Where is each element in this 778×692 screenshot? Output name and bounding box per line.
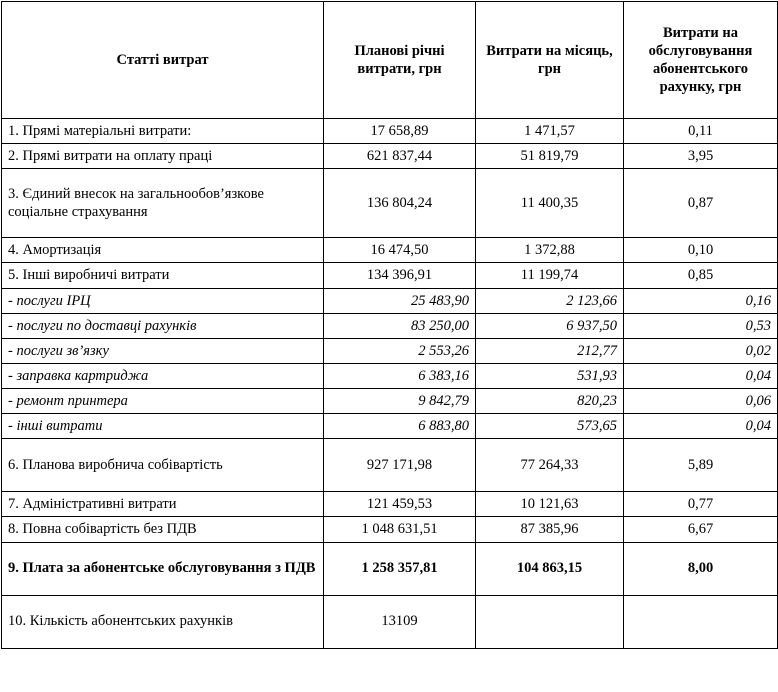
cell-item-label: 9. Плата за абонентське обслуговування з ПДВ bbox=[2, 542, 324, 595]
cell-year: 13109 bbox=[324, 595, 476, 648]
cell-month: 1 372,88 bbox=[476, 238, 624, 263]
cell-item-label: 1. Прямі матеріальні витрати: bbox=[2, 119, 324, 144]
cell-year: 621 837,44 bbox=[324, 144, 476, 169]
cell-year: 25 483,90 bbox=[324, 288, 476, 313]
cell-item-label: 5. Інші виробничі витрати bbox=[2, 263, 324, 288]
table-row bbox=[2, 313, 778, 338]
cell-month bbox=[476, 595, 624, 648]
table-row bbox=[2, 338, 778, 363]
cell-month: 2 123,66 bbox=[476, 288, 624, 313]
cell-acct: 0,87 bbox=[624, 169, 778, 238]
cell-month: 11 199,74 bbox=[476, 263, 624, 288]
cell-item-label: 3. Єдиний внесок на загальнообов’язкове соціальне страхування bbox=[2, 169, 324, 238]
cell-acct: 6,67 bbox=[624, 517, 778, 542]
cell-month: 104 863,15 bbox=[476, 542, 624, 595]
cell-year: 17 658,89 bbox=[324, 119, 476, 144]
cell-month: 87 385,96 bbox=[476, 517, 624, 542]
table-row bbox=[2, 238, 778, 263]
cell-month: 1 471,57 bbox=[476, 119, 624, 144]
cell-item-label: 2. Прямі витрати на оплату праці bbox=[2, 144, 324, 169]
cell-item-label: 7. Адміністративні витрати bbox=[2, 492, 324, 517]
cell-year: 134 396,91 bbox=[324, 263, 476, 288]
table-row bbox=[2, 492, 778, 517]
table-header bbox=[2, 2, 778, 119]
cell-acct bbox=[624, 595, 778, 648]
column-header-monthly-cost: Витрати на місяць, грн bbox=[476, 2, 624, 119]
cell-year: 121 459,53 bbox=[324, 492, 476, 517]
cell-year: 2 553,26 bbox=[324, 338, 476, 363]
table-row bbox=[2, 288, 778, 313]
cell-month: 51 819,79 bbox=[476, 144, 624, 169]
table-body bbox=[2, 119, 778, 649]
cell-item-label: 10. Кількість абонентських рахунків bbox=[2, 595, 324, 648]
cell-item-label: - послуги по доставці рахунків bbox=[2, 313, 324, 338]
cell-acct: 5,89 bbox=[624, 439, 778, 492]
table-row bbox=[2, 389, 778, 414]
header-row bbox=[2, 2, 778, 119]
cell-acct: 0,04 bbox=[624, 414, 778, 439]
cell-month: 77 264,33 bbox=[476, 439, 624, 492]
cell-year: 6 883,80 bbox=[324, 414, 476, 439]
table-row bbox=[2, 363, 778, 388]
column-header-account-service-cost: Витрати на обслуговування абонентського рахунку, грн bbox=[624, 2, 778, 119]
cost-breakdown-table bbox=[1, 1, 778, 649]
cell-year: 9 842,79 bbox=[324, 389, 476, 414]
cell-acct: 0,06 bbox=[624, 389, 778, 414]
cell-item-label: - ремонт принтера bbox=[2, 389, 324, 414]
cell-acct: 0,53 bbox=[624, 313, 778, 338]
table-row bbox=[2, 169, 778, 238]
cell-month: 573,65 bbox=[476, 414, 624, 439]
cell-acct: 0,11 bbox=[624, 119, 778, 144]
cell-acct: 0,02 bbox=[624, 338, 778, 363]
cell-acct: 0,85 bbox=[624, 263, 778, 288]
cell-year: 83 250,00 bbox=[324, 313, 476, 338]
cell-month: 10 121,63 bbox=[476, 492, 624, 517]
cell-year: 1 258 357,81 bbox=[324, 542, 476, 595]
table-row bbox=[2, 414, 778, 439]
cell-item-label: 6. Планова виробнича собівартість bbox=[2, 439, 324, 492]
table-row bbox=[2, 263, 778, 288]
cell-acct: 0,10 bbox=[624, 238, 778, 263]
table-row bbox=[2, 439, 778, 492]
cell-acct: 0,16 bbox=[624, 288, 778, 313]
cell-month: 820,23 bbox=[476, 389, 624, 414]
table-row bbox=[2, 595, 778, 648]
cell-month: 11 400,35 bbox=[476, 169, 624, 238]
cell-year: 6 383,16 bbox=[324, 363, 476, 388]
cell-item-label: - інші витрати bbox=[2, 414, 324, 439]
cell-year: 136 804,24 bbox=[324, 169, 476, 238]
cell-item-label: - заправка картриджа bbox=[2, 363, 324, 388]
cell-item-label: 4. Амортизація bbox=[2, 238, 324, 263]
table-row bbox=[2, 119, 778, 144]
cell-item-label: - послуги ІРЦ bbox=[2, 288, 324, 313]
cell-acct: 8,00 bbox=[624, 542, 778, 595]
cell-year: 1 048 631,51 bbox=[324, 517, 476, 542]
cell-acct: 0,77 bbox=[624, 492, 778, 517]
column-header-items: Статті витрат bbox=[2, 2, 324, 119]
table-row bbox=[2, 542, 778, 595]
cell-item-label: - послуги зв’язку bbox=[2, 338, 324, 363]
column-header-annual-cost: Планові річні витрати, грн bbox=[324, 2, 476, 119]
cell-acct: 0,04 bbox=[624, 363, 778, 388]
table-row bbox=[2, 144, 778, 169]
cell-year: 927 171,98 bbox=[324, 439, 476, 492]
cell-month: 531,93 bbox=[476, 363, 624, 388]
cell-year: 16 474,50 bbox=[324, 238, 476, 263]
cell-item-label: 8. Повна собівартість без ПДВ bbox=[2, 517, 324, 542]
cell-month: 6 937,50 bbox=[476, 313, 624, 338]
table-row bbox=[2, 517, 778, 542]
cell-month: 212,77 bbox=[476, 338, 624, 363]
cell-acct: 3,95 bbox=[624, 144, 778, 169]
